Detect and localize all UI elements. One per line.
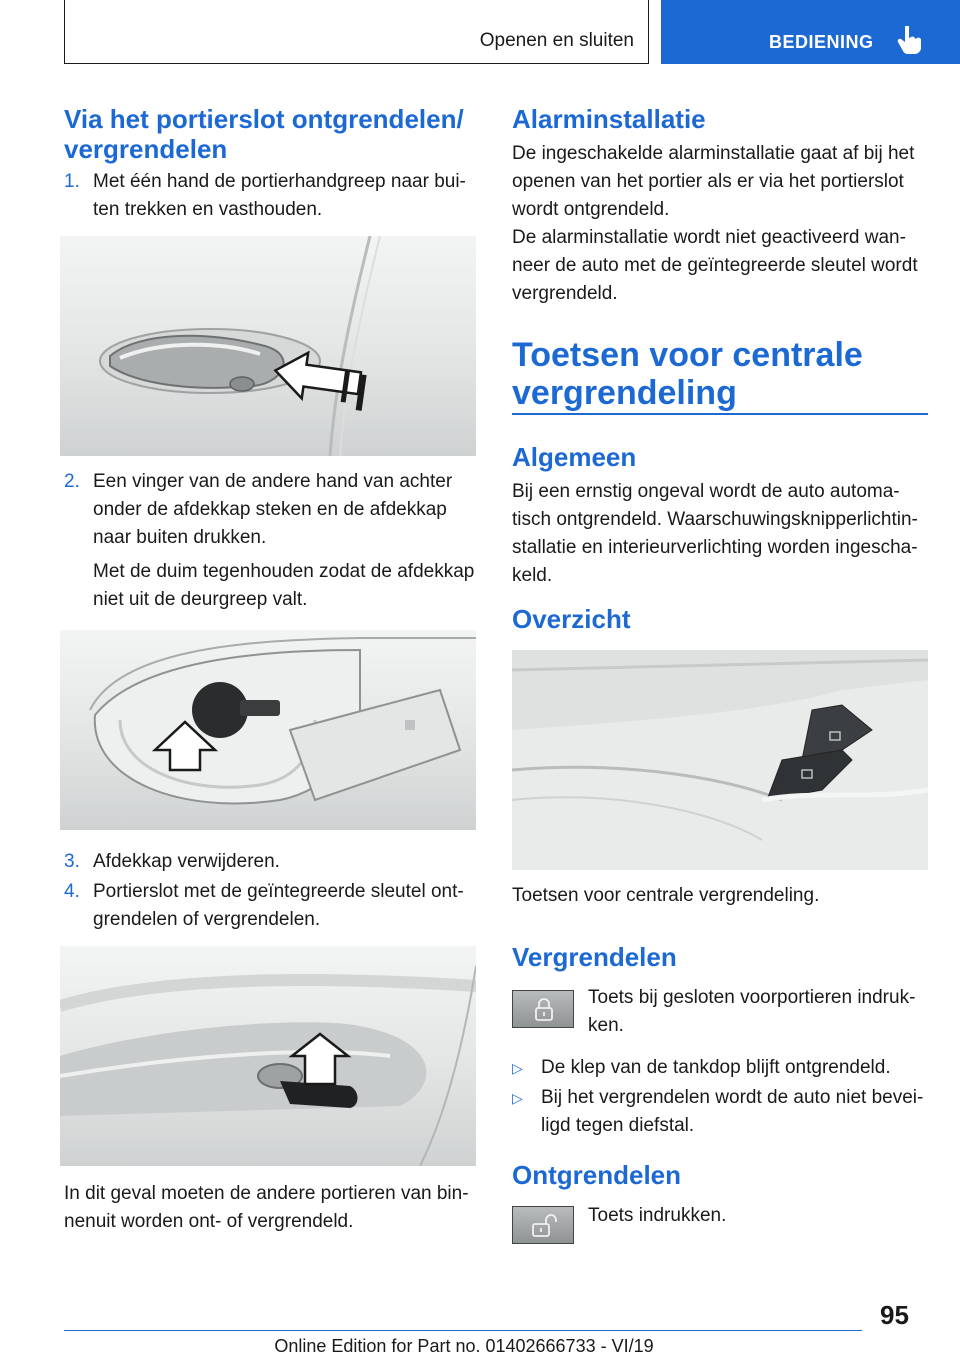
text-line: openen van het portier als er via het portierslot [512,171,904,192]
step-text-line: ten trekken en vasthouden. [93,199,323,220]
overview-caption: Toetsen voor centrale vergrendeling. [512,885,820,906]
bullet-triangle-icon: ▷ [512,1060,523,1076]
step-text-line: Portierslot met de geïntegreerde sleutel ont- [93,881,464,902]
bullet-triangle-icon: ▷ [512,1090,523,1106]
text-line: wordt ontgrendeld. [512,199,670,220]
text-line: vergrendeld. [512,283,618,304]
text-line: Toets bij gesloten voorportieren indruk- [588,987,916,1008]
step-text-line: onder de afdekkap steken en de afdekkap [93,499,447,520]
step-text-line: naar buiten drukken. [93,527,267,548]
header-section-title: Openen en sluiten [479,30,634,51]
text-line: Bij het vergrendelen wordt de auto niet bevei- [541,1087,924,1108]
text-line: tisch ontgrendeld. Waarschuwingsknipperlichtin- [512,509,918,530]
text-line: keld. [512,565,553,586]
header-section-box [64,0,649,64]
lock-button-image [512,990,574,1028]
footer-edition: Online Edition for Part no. 01402666733 - VI/19 [274,1336,654,1356]
closing-note [64,1180,484,1236]
heading-underline [512,413,928,415]
step-text-line: grendelen of vergrendelen. [93,909,321,930]
photo-cover-removal [60,630,476,830]
step-text-line: Met één hand de portierhandgreep naar bui- [93,171,466,192]
step-number: 4. [64,881,80,902]
heading-line-2: vergrendelen [64,134,228,164]
closing-line: nenuit worden ont- of vergrendeld. [64,1211,354,1232]
step-text-line: Een vinger van de andere hand van achter [93,471,453,492]
unlock-button-image [512,1206,574,1244]
heading-line-1: Via het portierslot ontgrendelen/ [64,104,464,134]
heading-central-locking [512,336,863,412]
text-line: Bij een ernstig ongeval wordt de auto automa- [512,481,900,502]
step-note-line: Met de duim tegenhouden zodat de afdekkap [93,561,475,582]
text-line: stallatie en interieurverlichting worden ingescha- [512,537,918,558]
photo-door-handle-pull [60,236,476,456]
header-chapter-label: BEDIENING [769,32,874,52]
text-line: neer de auto met de geïntegreerde sleutel wordt [512,255,918,276]
step-number: 2. [64,471,80,492]
general-paragraph [512,478,932,590]
heading-line-2: vergrendeling [512,374,737,412]
step-number: 1. [64,171,80,192]
lock-closed-icon [513,991,575,1029]
heading-line-1: Toetsen voor centrale [512,336,863,374]
page-number: 95 [880,1300,909,1330]
lock-open-icon [513,1207,575,1245]
text-line: ken. [588,1015,624,1036]
text-line: ligd tegen diefstal. [541,1115,695,1136]
photo-central-lock-buttons [512,650,928,870]
heading-lock: Vergrendelen [512,942,677,972]
footer-rule [64,1330,862,1331]
lock-description [588,984,933,1040]
heading-general: Algemeen [512,442,637,472]
text-line: De ingeschakelde alarminstallatie gaat af bij het [512,143,915,164]
heading-unlock: Ontgrendelen [512,1160,682,1190]
heading-alarm: Alarminstallatie [512,104,706,134]
closing-line: In dit geval moeten de andere portieren van bin- [64,1183,469,1204]
step-text-line: Afdekkap verwijderen. [93,851,280,872]
unlock-description: Toets indrukken. [588,1205,727,1226]
photo-key-cylinder [60,946,476,1166]
alarm-paragraph-1 [512,140,932,224]
text-line: De alarminstallatie wordt niet geactiveerd wan- [512,227,906,248]
pointing-hand-icon [897,24,923,54]
heading-overview: Overzicht [512,604,631,634]
heading-door-lock [64,104,464,164]
alarm-paragraph-2 [512,224,932,308]
step-number: 3. [64,851,80,872]
text-line: De klep van de tankdop blijft ontgrendeld. [541,1057,891,1078]
header-chapter-tab[interactable] [661,0,960,64]
step-note-line: niet uit de deurgreep valt. [93,589,308,610]
